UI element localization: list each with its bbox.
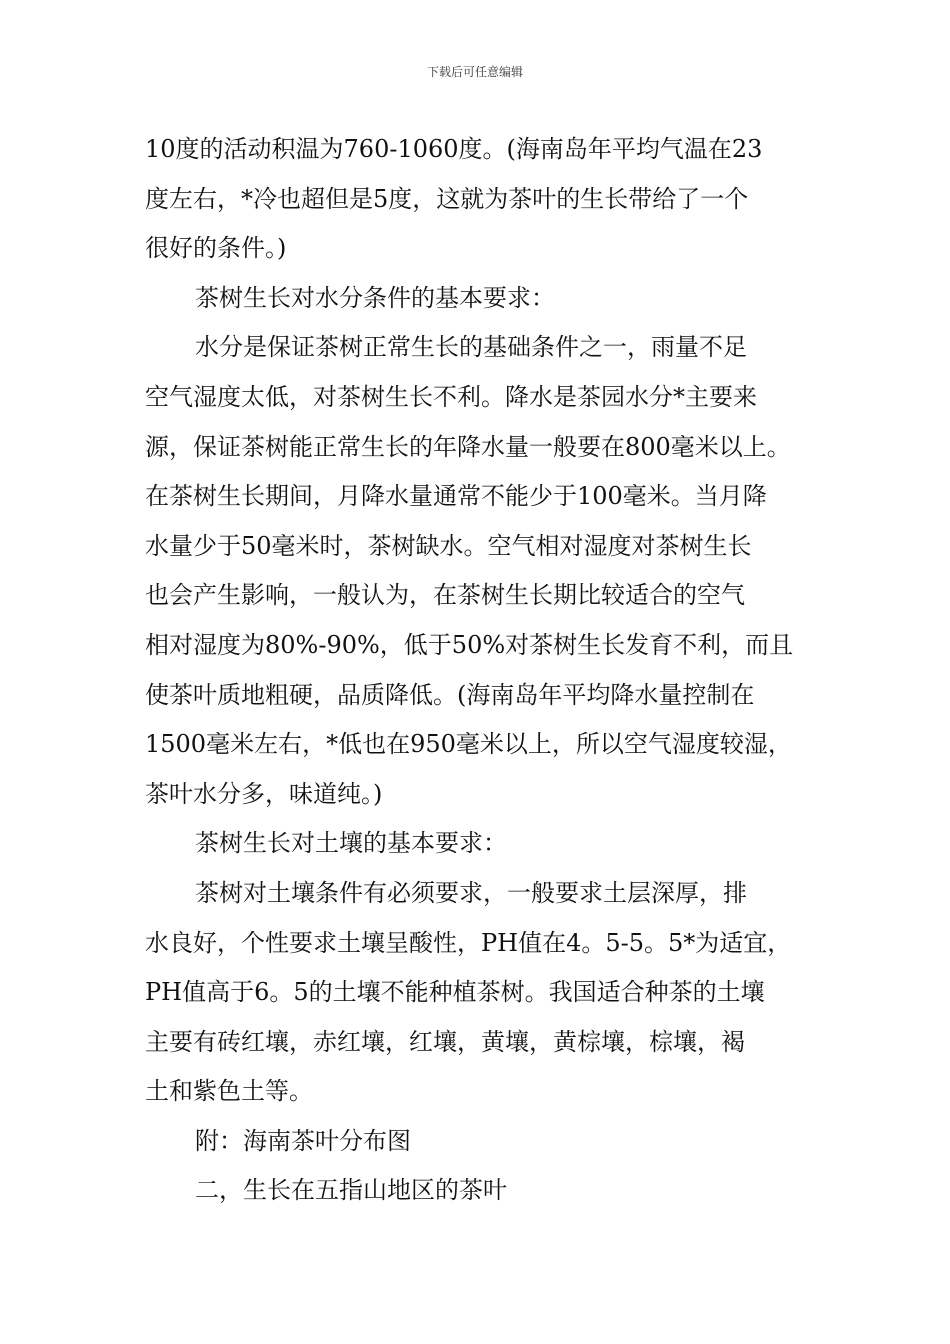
text-line: 水量少于50毫米时，茶树缺水。空气相对湿度对茶树生长 xyxy=(145,531,752,560)
text-line: 水良好，个性要求土壤呈酸性，PH值在4。5-5。5*为适宜， xyxy=(145,928,792,957)
text-line: 10度的活动积温为760-1060度。(海南岛年平均气温在23 xyxy=(145,135,763,163)
text-line: 很好的条件。) xyxy=(145,234,287,263)
document-body xyxy=(145,125,815,1216)
text-line: 使茶叶质地粗硬，品质降低。(海南岛年平均降水量控制在 xyxy=(145,680,755,709)
text-line: 茶树生长对土壤的基本要求： xyxy=(195,829,507,858)
text-line: 土和紫色土等。 xyxy=(145,1077,313,1106)
text-line: 茶树生长对水分条件的基本要求： xyxy=(195,283,555,312)
text-line: 相对湿度为80%-90%，低于50%对茶树生长发育不利，而且 xyxy=(145,630,794,659)
text-line: PH值高于6。5的土壤不能种植茶树。我国适合种茶的土壤 xyxy=(145,978,765,1007)
text-line: 水分是保证茶树正常生长的基础条件之一，雨量不足 xyxy=(195,333,747,362)
text-line: 附：海南茶叶分布图 xyxy=(195,1126,411,1155)
text-line: 茶叶水分多，味道纯。) xyxy=(145,779,383,808)
text-line: 空气湿度太低，对茶树生长不利。降水是茶园水分*主要来 xyxy=(145,382,757,411)
text-line: 也会产生影响，一般认为，在茶树生长期比较适合的空气 xyxy=(145,581,745,610)
text-line: 1500毫米左右，*低也在950毫米以上，所以空气湿度较湿， xyxy=(145,730,792,759)
text-line: 在茶树生长期间，月降水量通常不能少于100毫米。当月降 xyxy=(145,482,767,511)
text-line: 茶树对土壤条件有必须要求，一般要求土层深厚，排 xyxy=(195,878,747,907)
text-line: 主要有砖红壤，赤红壤，红壤，黄壤，黄棕壤，棕壤，褐 xyxy=(145,1027,745,1056)
text-line: 度左右，*冷也超但是5度，这就为茶叶的生长带给了一个 xyxy=(145,184,749,213)
text-line: 源，保证茶树能正常生长的年降水量一般要在800毫米以上。 xyxy=(145,432,791,461)
text-line: 二，生长在五指山地区的茶叶 xyxy=(195,1176,507,1205)
page-header: 下载后可任意编辑 xyxy=(426,65,523,79)
